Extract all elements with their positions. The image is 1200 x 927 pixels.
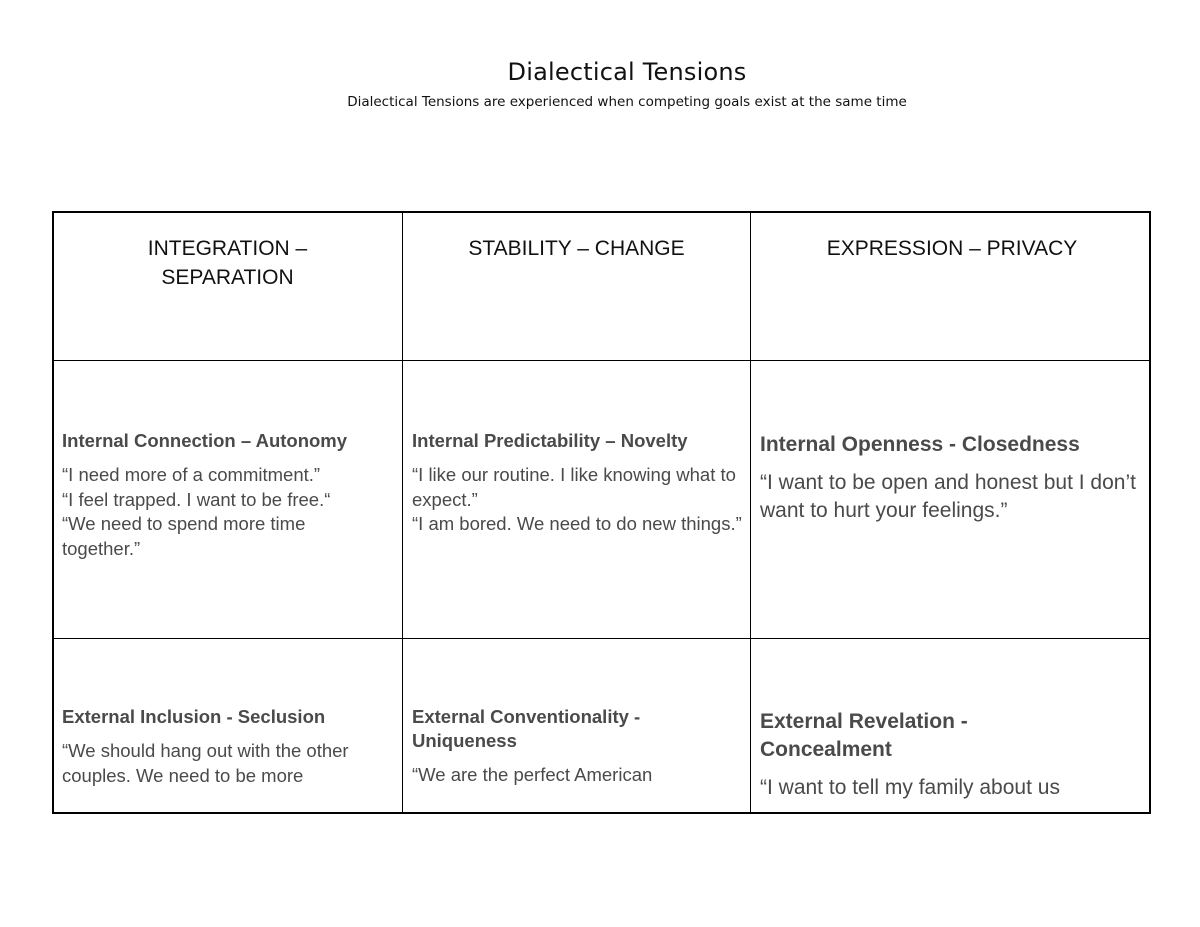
quote: “I want to tell my family about us (760, 776, 1060, 799)
page-title: Dialectical Tensions (507, 58, 747, 86)
column-header: STABILITY – CHANGE (468, 237, 685, 260)
header-row (53, 212, 1152, 361)
cell-quotes (760, 469, 1145, 525)
external-row (53, 639, 1152, 815)
cell-heading: External Inclusion - Seclusion (62, 706, 326, 727)
header-cell-stability-change (403, 212, 751, 361)
internal-cell-predictability-novelty (403, 361, 751, 639)
external-cell-conventionality-uniqueness (403, 639, 751, 815)
internal-cell-connection-autonomy (53, 361, 403, 639)
quote: “We are the perfect American (412, 764, 653, 785)
internal-cell-openness-closedness (751, 361, 1152, 639)
cell-heading: Internal Connection – Autonomy (62, 430, 348, 451)
external-cell-revelation-concealment (751, 639, 1152, 815)
page-subtitle: Dialectical Tensions are experienced when competing goals exist at the same time (347, 94, 907, 110)
quote: “I am bored. We need to do new things.” (412, 513, 742, 534)
column-header: EXPRESSION – PRIVACY (826, 237, 1078, 260)
cell-quotes (62, 463, 394, 561)
header-cell-expression-privacy (751, 212, 1152, 361)
cell-quotes (412, 463, 742, 537)
quote: “We need to spend more time together.” (62, 513, 306, 559)
cell-quotes (412, 763, 742, 788)
cell-heading: Internal Openness - Closedness (760, 433, 1080, 456)
tensions-grid (52, 211, 1151, 814)
tensions-table (52, 211, 1151, 814)
quote: “I like our routine. I like knowing what to expect.” (412, 464, 736, 510)
cell-heading: Internal Predictability – Novelty (412, 430, 688, 451)
quote: “We should hang out with the other couples. We need to be more (62, 740, 349, 786)
quote: “I want to be open and honest but I don’t want to hurt your feelings.” (760, 471, 1136, 522)
cell-quotes (62, 739, 394, 788)
internal-row (53, 361, 1152, 639)
column-header: INTEGRATION – SEPARATION (147, 237, 308, 289)
quote: “I need more of a commitment.” (62, 464, 321, 485)
cell-heading: External Revelation - Concealment (760, 710, 968, 761)
header-cell-integration-separation (53, 212, 403, 361)
cell-quotes (760, 774, 1145, 802)
quote: “I feel trapped. I want to be free.“ (62, 488, 331, 510)
cell-heading: External Conventionality - Uniqueness (412, 706, 641, 751)
external-cell-inclusion-seclusion (53, 639, 403, 815)
